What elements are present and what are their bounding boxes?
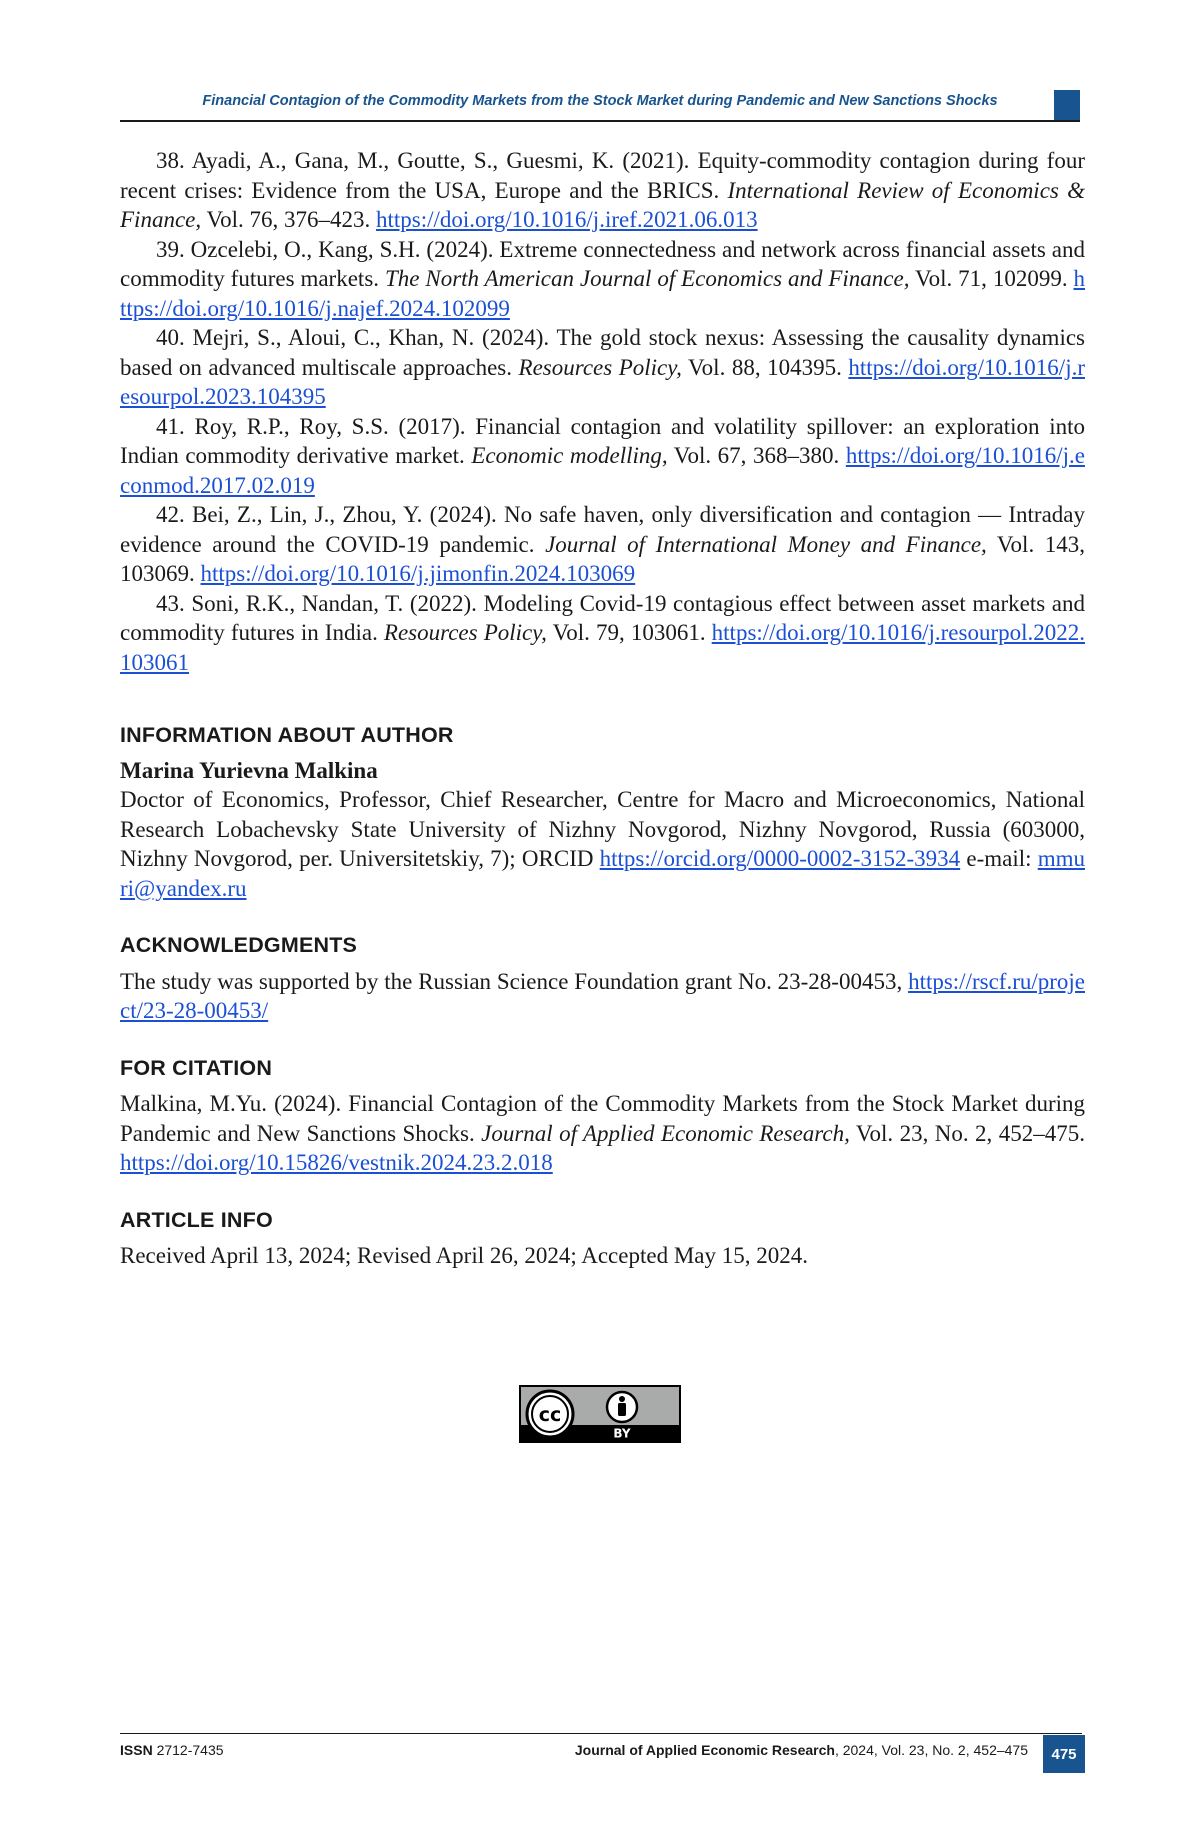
footer-divider	[120, 1733, 1082, 1734]
reference-doi-link[interactable]: https://doi.org/10.1016/j.econmod.2017.02.019	[120, 443, 1085, 498]
reference-item	[120, 235, 1085, 324]
page-content	[120, 146, 1085, 1271]
reference-text: 43. Soni, R.K., Nandan, T. (2022). Modeling Covid-19 contagious effect between asset markets and commodity futures in India.	[120, 590, 1085, 645]
reference-details: Vol. 79, 103061.	[546, 620, 712, 645]
issn-number: 2712-7435	[152, 1742, 224, 1758]
citation-journal: Journal of Applied Economic Research,	[481, 1120, 850, 1146]
citation-details: Vol. 23, No. 2, 452–475.	[849, 1120, 1085, 1146]
footer-journal-name: Journal of Applied Economic Research	[574, 1742, 835, 1758]
reference-item	[120, 146, 1085, 235]
reference-text: 42. Bei, Z., Lin, J., Zhou, Y. (2024). No safe haven, only diversification and contagion — Intraday evidence around the COVID-19 pandemic.	[120, 502, 1085, 557]
citation-body: Malkina, M.Yu. (2024). Financial Contagion of the Commodity Markets from the Stock Market during Pandemic and New Sanctions Shocks.	[120, 1091, 1085, 1146]
by-label: BY	[613, 1426, 631, 1441]
reference-journal: The North American Journal of Economics and Finance,	[384, 266, 910, 291]
reference-details: Vol. 143, 103069.	[120, 531, 1085, 586]
email-label: e-mail:	[960, 846, 1038, 871]
acknowledgments-body: The study was supported by the Russian Science Foundation grant No. 23-28-00453,	[120, 968, 909, 994]
footer-journal-details: , 2024, Vol. 23, No. 2, 452–475	[834, 1742, 1028, 1758]
reference-details: Vol. 71, 102099.	[909, 266, 1074, 291]
header-accent-block	[1054, 90, 1080, 120]
running-header	[120, 90, 1080, 122]
acknowledgments-heading: ACKNOWLEDGMENTS	[120, 933, 358, 957]
citation-text	[120, 1089, 1085, 1178]
cc-label: cc	[538, 1404, 562, 1426]
reference-details: Vol. 67, 368–380.	[667, 443, 846, 468]
author-bio-text: Doctor of Economics, Professor, Chief Researcher, Centre for Macro and Microeconomics, National Research Lobachevsky State University of Nizhny Novgorod, Nizhny Novgorod, Russia (603000, Nizhny Novgorod, per. Universitetskiy, 7); ORCID	[120, 787, 1085, 871]
reference-text: 38. Ayadi, A., Gana, M., Goutte, S., Guesmi, K. (2021). Equity-commodity contagion during four recent crises: Evidence from the USA, Europe and the BRICS.	[120, 148, 1085, 203]
article-info-heading: ARTICLE INFO	[120, 1207, 273, 1232]
author-name: Marina Yurievna Malkina	[120, 757, 378, 783]
footer-issn	[120, 1742, 224, 1758]
email-link[interactable]: mmuri@yandex.ru	[120, 846, 1085, 901]
rscf-project-link[interactable]: https://rscf.ru/project/23-28-00453/	[120, 968, 1085, 1023]
issn-label: ISSN	[120, 1742, 153, 1758]
reference-journal: Economic modelling,	[471, 443, 668, 468]
reference-doi-link[interactable]: https://doi.org/10.1016/j.najef.2024.102099	[120, 266, 1085, 321]
reference-journal: Journal of International Money and Finance,	[545, 531, 987, 557]
reference-journal: International Review of Economics & Finance,	[120, 177, 1085, 232]
reference-list	[120, 146, 1085, 677]
reference-item	[120, 323, 1085, 412]
reference-journal: Resources Policy,	[518, 354, 682, 380]
article-info-text: Received April 13, 2024; Revised April 26, 2024; Accepted May 15, 2024.	[120, 1243, 808, 1268]
reference-details: Vol. 76, 376–423.	[201, 207, 376, 232]
reference-text: 41. Roy, R.P., Roy, S.S. (2017). Financial contagion and volatility spillover: an exploration into Indian commodity derivative market.	[120, 413, 1085, 468]
reference-doi-link[interactable]: https://doi.org/10.1016/j.resourpol.2023.104395	[120, 354, 1085, 409]
cc-by-license-badge[interactable]	[519, 1385, 681, 1443]
author-heading: INFORMATION ABOUT AUTHOR	[120, 723, 454, 747]
cc-by-icon	[521, 1387, 679, 1441]
reference-doi-link[interactable]: https://doi.org/10.1016/j.iref.2021.06.013	[375, 207, 758, 232]
reference-details: Vol. 88, 104395.	[681, 354, 849, 380]
reference-journal: Resources Policy,	[383, 620, 547, 645]
reference-doi-link[interactable]: https://doi.org/10.1016/j.resourpol.2022.103061	[120, 620, 1085, 675]
author-bio	[120, 785, 1085, 903]
reference-item	[120, 412, 1085, 501]
reference-doi-link[interactable]: https://doi.org/10.1016/j.jimonfin.2024.103069	[200, 561, 636, 586]
reference-text: 40. Mejri, S., Aloui, C., Khan, N. (2024). The gold stock nexus: Assessing the causality dynamics based on advanced multiscale approaches.	[120, 325, 1085, 380]
reference-item	[120, 589, 1085, 678]
citation-heading: FOR CITATION	[120, 1055, 273, 1080]
footer-journal-info	[575, 1742, 1028, 1758]
reference-item	[120, 500, 1085, 589]
citation-doi-link[interactable]: https://doi.org/10.15826/vestnik.2024.23.2.018	[120, 1150, 553, 1175]
reference-text: 39. Ozcelebi, O., Kang, S.H. (2024). Extreme connectedness and network across financial assets and commodity futures markets.	[120, 236, 1085, 291]
acknowledgments-text	[120, 967, 1085, 1026]
running-header-title: Financial Contagion of the Commodity Markets from the Stock Market during Pandemic and New Sanctions Shocks	[202, 93, 998, 109]
page-number: 475	[1043, 1735, 1085, 1773]
orcid-link[interactable]: https://orcid.org/0000-0002-3152-3934	[599, 846, 961, 871]
